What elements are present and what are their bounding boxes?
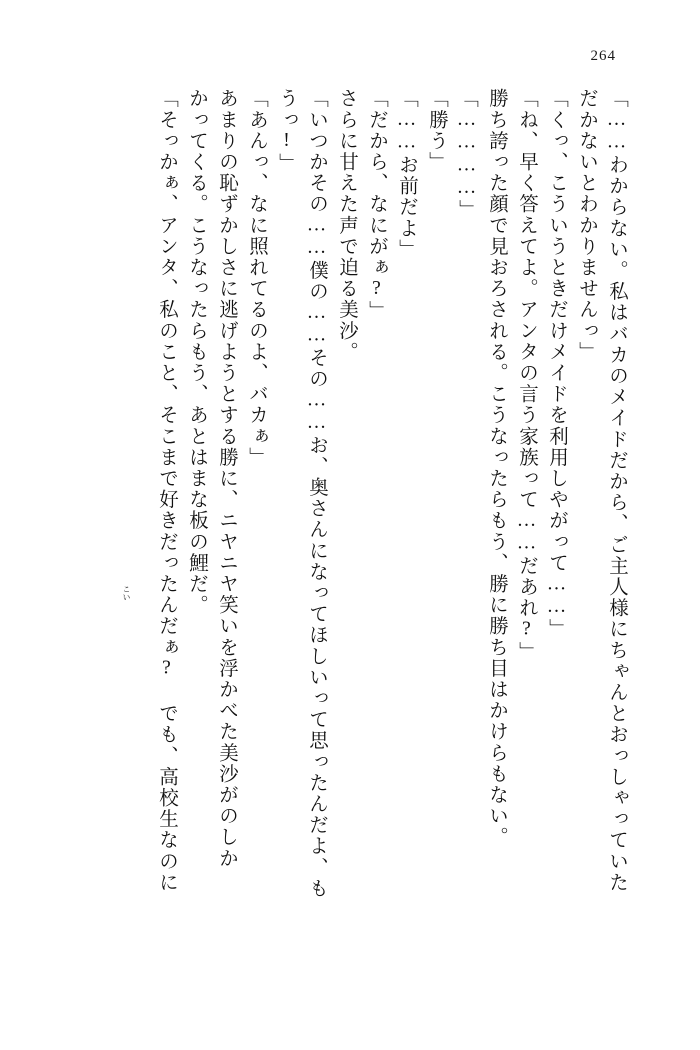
text-column: 「……お前だよ」 <box>396 88 417 260</box>
text-column: かってくる。こうなったらもう、あとはまな板の鯉だ。 <box>186 88 207 616</box>
text-column: 「くっ、こういうときだけメイドを利用しやがって……」 <box>546 88 567 640</box>
text-column: さらに甘えた声で迫る美沙。 <box>336 88 357 363</box>
text-column: 「あんっ、なに照れてるのよ、バカぁ」 <box>246 88 267 468</box>
ruby-annotation: こい <box>122 585 131 601</box>
text-column: 「だから、なにがぁ?」 <box>366 88 387 322</box>
text-column: 「そっかぁ、アンタ、私のこと、そこまで好きだったんだぁ? でも、高校生なのに <box>156 88 177 893</box>
text-column: 「いつかその……僕の……その……お、奥さんになってほしいって思ったんだよ、も <box>306 88 327 899</box>
text-column: うっ!」 <box>276 88 297 174</box>
text-column: 「…………」 <box>456 88 477 221</box>
text-column: 勝ち誇った顔で見おろされる。こうなったらもう、勝に勝ち目はかけらもない。 <box>486 88 507 848</box>
vertical-text-body <box>60 88 626 980</box>
text-column: 「勝う」 <box>426 88 447 173</box>
text-column: あまりの恥ずかしさに逃げようとする勝に、ニヤニヤ笑いを浮かべた美沙がのしか <box>216 88 237 869</box>
text-column: だかないとわかりませんっ」 <box>576 88 597 363</box>
page-number: 264 <box>590 48 616 64</box>
text-column: 「……わからない。私はバカのメイドだから、ご主人様にちゃんとおっしゃっていた <box>606 88 627 893</box>
text-column: 「ね、早く答えてよ。アンタの言う家族って……だあれ?」 <box>516 88 537 663</box>
